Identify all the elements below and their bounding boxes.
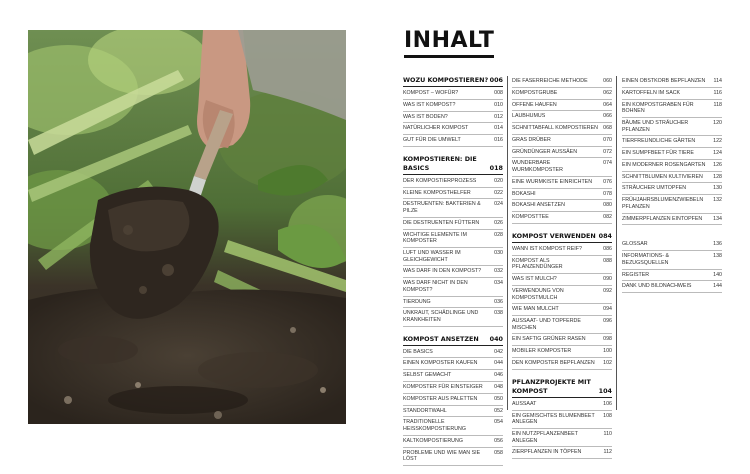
entry-page: 096 [603, 318, 612, 325]
entry-page: 044 [494, 360, 503, 367]
section-heading [512, 232, 612, 243]
toc-entry [512, 256, 612, 274]
entry-title: KOMPOSTER FÜR EINSTEIGER [403, 384, 483, 391]
entry-title: GUT FÜR DIE UMWELT [403, 137, 461, 144]
entry-page: 058 [494, 449, 503, 456]
toc-entry [403, 248, 503, 266]
toc-entry [622, 76, 722, 88]
entry-page: 102 [603, 360, 612, 366]
entry-title: STRÄUCHER UMTOPFEN [622, 185, 687, 192]
toc-entry [622, 148, 722, 160]
entry-page: 050 [494, 395, 503, 402]
toc-column-1 [403, 76, 503, 474]
entry-title: EINE WURMKISTE EINRICHTEN [512, 178, 593, 185]
entry-title: STANDORTWAHL [403, 407, 447, 414]
toc-entry [403, 297, 503, 309]
toc-entry [622, 239, 722, 251]
toc-entry [403, 123, 503, 135]
section-heading [403, 76, 503, 87]
toc-section-methods [512, 76, 612, 224]
entry-title: EIN SUMPFBEET FÜR TIERE [622, 150, 694, 157]
entry-title: TIERDUNG [403, 298, 431, 305]
entry-page: 144 [713, 283, 722, 290]
entry-page: 082 [603, 214, 612, 221]
entry-page: 118 [713, 101, 722, 108]
toc-entry [512, 358, 612, 370]
toc-entry [403, 417, 503, 435]
section-heading [403, 335, 503, 346]
toc-entry [622, 160, 722, 172]
entry-page: 028 [494, 231, 503, 238]
entry-page: 116 [713, 89, 722, 96]
entry-page: 020 [494, 177, 503, 184]
entry-page: 066 [603, 113, 612, 120]
entry-title: SELBST GEMACHT [403, 372, 452, 379]
toc-entry [403, 370, 503, 382]
toc-entry [622, 136, 722, 148]
section-heading-title: KOMPOST ANSETZEN [403, 334, 479, 343]
garden-photo [28, 30, 346, 424]
toc-entry [403, 347, 503, 359]
entry-page: 064 [603, 101, 612, 108]
entry-title: PROBLEME UND WIE MAN SIE LÖST [403, 449, 481, 463]
entry-title: WAS DARF IN DEN KOMPOST? [403, 268, 482, 275]
entry-title: GRAS DRÜBER [512, 136, 551, 143]
entry-page: 108 [603, 412, 612, 419]
toc-entry [512, 76, 612, 88]
entry-page: 060 [603, 78, 612, 84]
entry-page: 086 [603, 245, 612, 252]
page-title: INHALT [404, 28, 494, 58]
entry-page: 072 [603, 148, 612, 155]
entry-title: OFFENE HAUFEN [512, 101, 557, 108]
toc-entry [512, 212, 612, 224]
entry-page: 126 [713, 161, 722, 168]
entry-page: 068 [603, 125, 612, 132]
toc-section-verwenden [512, 232, 612, 370]
section-heading [512, 378, 612, 398]
entry-title: WUNDERBARE WURMKOMPOSTER [512, 160, 563, 174]
entry-title: MOBILER KOMPOSTER [512, 348, 572, 355]
entry-page: 076 [603, 178, 612, 185]
entry-page: 136 [713, 241, 722, 248]
toc-column-3 [622, 76, 722, 301]
entry-page: 098 [603, 336, 612, 343]
entry-page: 092 [603, 287, 612, 294]
section-heading-page: 040 [489, 334, 503, 343]
entry-page: 090 [603, 276, 612, 283]
toc-entry [403, 112, 503, 124]
entry-page: 056 [494, 437, 503, 444]
entry-page: 042 [494, 348, 503, 355]
section-heading-page: 018 [489, 163, 503, 172]
entry-page: 026 [494, 219, 503, 226]
entry-page: 062 [603, 89, 612, 96]
toc-entry [512, 399, 612, 411]
entry-title: BOKASHI ANSETZEN [512, 202, 565, 209]
toc-entry [512, 244, 612, 256]
toc-entry [512, 100, 612, 112]
entry-page: 048 [494, 384, 503, 391]
entry-title: KLEINE KOMPOSTHELFER [403, 189, 471, 196]
entry-title: KOMPOST – WOFÜR? [403, 90, 459, 96]
entry-page: 034 [494, 280, 503, 287]
toc-entry [512, 316, 612, 334]
toc-entry [512, 304, 612, 316]
entry-page: 016 [494, 137, 503, 144]
entry-page: 106 [603, 400, 612, 407]
toc-entry [622, 251, 722, 269]
entry-title: EIN SAFTIG GRÜNER RASEN [512, 336, 586, 343]
entry-page: 094 [603, 306, 612, 313]
entry-title: GRÜNDÜNGER AUSSÄEN [512, 148, 578, 155]
entry-title: EINEN KOMPOSTER KAUFEN [403, 360, 478, 367]
entry-title: LUFT UND WASSER IM GLEICHGEWICHT [403, 250, 461, 263]
entry-title: EINEN OBSTKORB BEPFLANZEN [622, 78, 706, 84]
entry-page: 014 [494, 125, 503, 132]
entry-title: DIE DESTRUENTEN FÜTTERN [403, 219, 480, 226]
entry-title: AUSSAAT [512, 400, 537, 407]
entry-title: KOMPOSTTEE [512, 214, 549, 221]
entry-title: LAUBHUMUS [512, 113, 546, 120]
entry-page: 110 [603, 430, 612, 437]
entry-page: 070 [603, 136, 612, 143]
section-heading-title: KOMPOSTIEREN: DIE BASICS [403, 154, 477, 172]
entry-title: WIE MAN MULCHT [512, 306, 559, 313]
toc-entry [622, 195, 722, 213]
toc-entry [622, 270, 722, 282]
entry-page: 120 [713, 119, 722, 126]
entry-title: KOMPOSTER AUS PALETTEN [403, 395, 478, 402]
entry-page: 036 [494, 298, 503, 305]
entry-title: TRADITIONELLE HEISSKOMPOSTIERUNG [403, 419, 466, 432]
entry-title: FRÜHJAHRSBLUMENZWIEBELN PFLANZEN [622, 197, 704, 210]
entry-title: AUSSAAT- UND TOPFERDE MISCHEN [512, 318, 581, 331]
entry-title: KARTOFFELN IM SACK [622, 89, 681, 96]
entry-page: 012 [494, 113, 503, 120]
entry-page: 140 [713, 271, 722, 278]
entry-title: VERWENDUNG VON KOMPOSTMULCH [512, 287, 564, 301]
toc-entry [403, 88, 503, 100]
toc-entry [622, 281, 722, 293]
entry-title: KALTKOMPOSTIERUNG [403, 437, 463, 444]
toc-entry [403, 382, 503, 394]
entry-page: 132 [713, 197, 722, 204]
entry-page: 074 [603, 160, 612, 167]
entry-title: WAS DARF NICHT IN DEN KOMPOST? [403, 280, 468, 293]
toc-entry [512, 274, 612, 286]
entry-title: WAS IST KOMPOST? [403, 101, 456, 108]
entry-title: ZIMMERPFLANZEN EINTOPFEN [622, 215, 703, 222]
toc-section-pflanzprojekte [512, 378, 612, 459]
section-heading-title: KOMPOST VERWENDEN [512, 231, 596, 240]
entry-title: BOKASHI [512, 190, 536, 197]
section-heading-page: 084 [598, 231, 612, 240]
entry-page: 088 [603, 257, 612, 264]
entry-page: 008 [494, 90, 503, 96]
toc-entry [403, 448, 503, 466]
toc-entry [512, 158, 612, 176]
toc-entry [403, 358, 503, 370]
toc-entry [512, 177, 612, 189]
entry-page: 130 [713, 185, 722, 192]
entry-page: 032 [494, 268, 503, 275]
toc-entry [403, 218, 503, 230]
toc-entry [403, 230, 503, 248]
entry-title: EIN MODERNER ROSENGARTEN [622, 161, 706, 168]
toc-entry [622, 183, 722, 195]
entry-title: DER KOMPOSTIERPROZESS [403, 177, 477, 184]
entry-title: KOMPOSTGRUBE [512, 89, 558, 96]
entry-title: WICHTIGE ELEMENTE IM KOMPOSTER [403, 231, 467, 245]
section-heading-title: WOZU KOMPOSTIEREN? [403, 76, 489, 84]
section-heading [403, 155, 503, 175]
entry-page: 124 [713, 150, 722, 157]
entry-title: DIE BASICS [403, 348, 433, 355]
entry-page: 054 [494, 419, 503, 426]
entry-page: 010 [494, 101, 503, 108]
entry-page: 046 [494, 372, 503, 379]
entry-page: 030 [494, 250, 503, 256]
entry-title: UNKRAUT, SCHÄDLINGE UND KRANKHEITEN [403, 310, 479, 323]
toc-entry [512, 147, 612, 159]
toc-section-ansetzen [403, 335, 503, 466]
entry-page: 024 [494, 201, 503, 208]
entry-title: WAS IST MULCH? [512, 276, 557, 283]
toc-entry [403, 436, 503, 448]
entry-title: GLOSSAR [622, 241, 648, 248]
entry-title: BÄUME UND STRÄUCHER PFLANZEN [622, 119, 689, 133]
entry-title: DEN KOMPOSTER BEPFLANZEN [512, 360, 595, 366]
entry-title: SCHNITTABFALL KOMPOSTIEREN [512, 125, 598, 132]
toc-entry [403, 278, 503, 296]
entry-title: SCHNITTBLUMEN KULTIVIEREN [622, 173, 703, 180]
entry-page: 052 [494, 407, 503, 414]
toc-entry [403, 394, 503, 406]
entry-page: 022 [494, 189, 503, 196]
toc-column-2 [512, 76, 612, 467]
toc-entry [403, 266, 503, 278]
entry-page: 080 [603, 202, 612, 209]
toc-entry [512, 135, 612, 147]
toc-entry [403, 308, 503, 326]
entry-page: 138 [713, 253, 722, 260]
toc-entry [622, 100, 722, 118]
entry-title: ZIERPFLANZEN IN TÖPFEN [512, 449, 582, 456]
toc-entry [512, 286, 612, 304]
entry-title: EIN KOMPOSTGRABEN FÜR BOHNEN [622, 101, 694, 115]
entry-page: 078 [603, 190, 612, 197]
toc-entry [512, 200, 612, 212]
toc-entry [403, 176, 503, 188]
section-heading-page: 104 [598, 386, 612, 395]
toc-entry [622, 88, 722, 100]
entry-title: TIERFREUNDLICHE GÄRTEN [622, 138, 696, 145]
toc-entry [622, 214, 722, 226]
toc-entry [512, 88, 612, 100]
toc-section-wozu [403, 76, 503, 147]
section-heading-page: 006 [489, 76, 503, 84]
toc-entry [512, 189, 612, 201]
entry-title: NATÜRLICHER KOMPOST [403, 125, 469, 132]
entry-page: 100 [603, 348, 612, 355]
entry-page: 128 [713, 173, 722, 180]
entry-title: REGISTER [622, 271, 650, 278]
entry-title: KOMPOST ALS PFLANZENDÜNGER [512, 257, 563, 271]
entry-title: WAS IST BODEN? [403, 113, 448, 120]
toc-entry [403, 199, 503, 217]
toc-entry [512, 429, 612, 447]
toc-section-appendix [622, 239, 722, 293]
entry-title: EIN GEMISCHTES BLUMENBEET ANLEGEN [512, 412, 595, 426]
toc-entry [512, 123, 612, 135]
toc-entry [512, 346, 612, 358]
toc-entry [403, 100, 503, 112]
toc-entry [512, 411, 612, 429]
entry-title: INFORMATIONS- & BEZUGSQUELLEN [622, 253, 669, 266]
entry-page: 114 [713, 78, 722, 84]
entry-title: DANK UND BILDNACHWEIS [622, 283, 692, 290]
toc-entry [512, 111, 612, 123]
toc-entry [512, 447, 612, 459]
toc-entry [403, 188, 503, 200]
section-heading-title: PFLANZPROJEKTE MIT KOMPOST [512, 377, 591, 395]
toc-entry [512, 334, 612, 346]
toc-entry [403, 135, 503, 147]
toc-entry [622, 172, 722, 184]
entry-page: 112 [603, 449, 612, 456]
entry-title: WANN IST KOMPOST REIF? [512, 245, 582, 252]
toc-section-basics [403, 155, 503, 327]
entry-page: 038 [494, 310, 503, 317]
entry-title: DESTRUENTEN: BAKTERIEN & PILZE [403, 201, 481, 215]
entry-title: EIN NUTZPFLANZENBEET ANLEGEN [512, 430, 578, 444]
entry-page: 122 [713, 138, 722, 145]
entry-page: 134 [713, 215, 722, 222]
toc-section-projects-cont [622, 76, 722, 225]
toc-entry [622, 118, 722, 136]
toc-entry [403, 406, 503, 418]
entry-title: DIE FASERREICHE METHODE [512, 78, 588, 84]
